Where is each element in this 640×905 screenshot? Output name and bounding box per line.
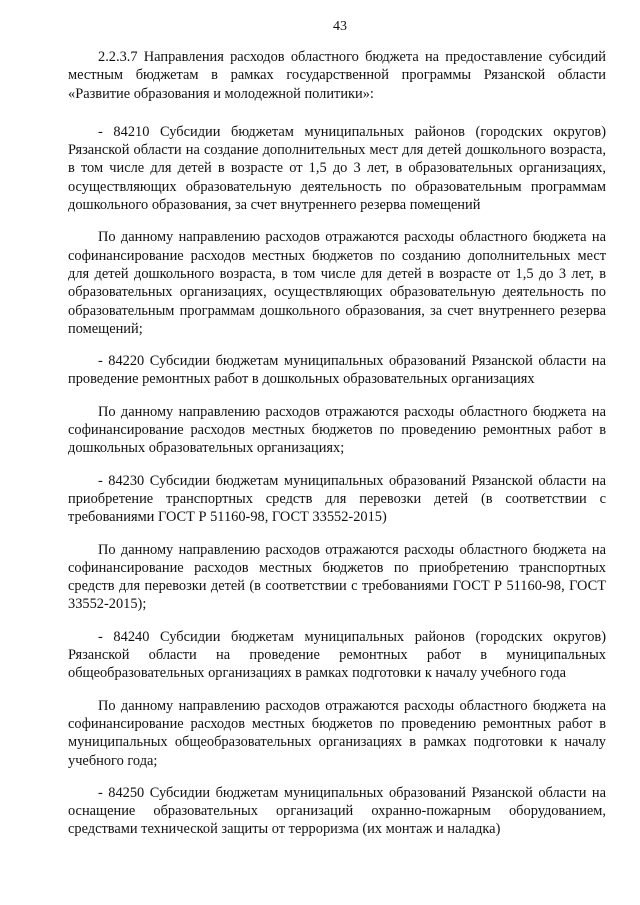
- item-84250-title: - 84250 Субсидии бюджетам муниципальных образований Рязанской области на оснащение образовательных организаций охранно-пожарным оборудованием, средствами технической защиты от терроризма (их монтаж и наладка): [68, 784, 606, 838]
- item-84240-title: - 84240 Субсидии бюджетам муниципальных районов (городских округов) Рязанской области на проведение ремонтных работ в муниципальных общеобразовательных организациях в рамках подготовки к началу учебного года: [68, 628, 606, 682]
- item-84240-description: По данному направлению расходов отражаются расходы областного бюджета на софинансирование расходов местных бюджетов по проведению ремонтных работ в муниципальных общеобразовательных организациях в рамках подготовки к началу учебного года;: [68, 697, 606, 769]
- page-number: 43: [333, 19, 347, 34]
- item-84210-description: По данному направлению расходов отражаются расходы областного бюджета на софинансирование расходов местных бюджетов по созданию дополнительных мест для детей дошкольного возраста, в том числе для детей в возрасте от 1,5 до 3 лет, в образовательных организациях, осуществляющих образовательную деятельность по образовательным программам дошкольного образования, за счет внутреннего резерва помещений;: [68, 229, 606, 337]
- item-84220-title: - 84220 Субсидии бюджетам муниципальных образований Рязанской области на проведение ремонтных работ в дошкольных образовательных организациях: [68, 353, 606, 388]
- item-84230-description: По данному направлению расходов отражаются расходы областного бюджета на софинансирование расходов местных бюджетов по приобретению транспортных средств для перевозки детей (в соответствии с требованиями ГОСТ Р 51160-98, ГОСТ 33552-2015);: [68, 541, 606, 613]
- item-84220-description: По данному направлению расходов отражаются расходы областного бюджета на софинансирование расходов местных бюджетов по проведению ремонтных работ в дошкольных образовательных организациях;: [68, 403, 606, 457]
- item-84230-title: - 84230 Субсидии бюджетам муниципальных образований Рязанской области на приобретение транспортных средств для перевозки детей (в соответствии с требованиями ГОСТ Р 51160-98, ГОСТ 33552-2015): [68, 472, 606, 526]
- item-84210-title: - 84210 Субсидии бюджетам муниципальных районов (городских округов) Рязанской области на создание дополнительных мест для детей дошкольного возраста, в том числе для детей в возрасте от 1,5 до 3 лет, в образовательных организациях, осуществляющих образовательную деятельность по образовательным программам дошкольного образования, за счет внутреннего резерва помещений: [68, 123, 606, 214]
- section-heading-2-2-3-7: 2.2.3.7 Направления расходов областного бюджета на предоставление субсидий местным бюджетам в рамках государственной программы Рязанской области «Развитие образования и молодежной политики»:: [68, 49, 606, 102]
